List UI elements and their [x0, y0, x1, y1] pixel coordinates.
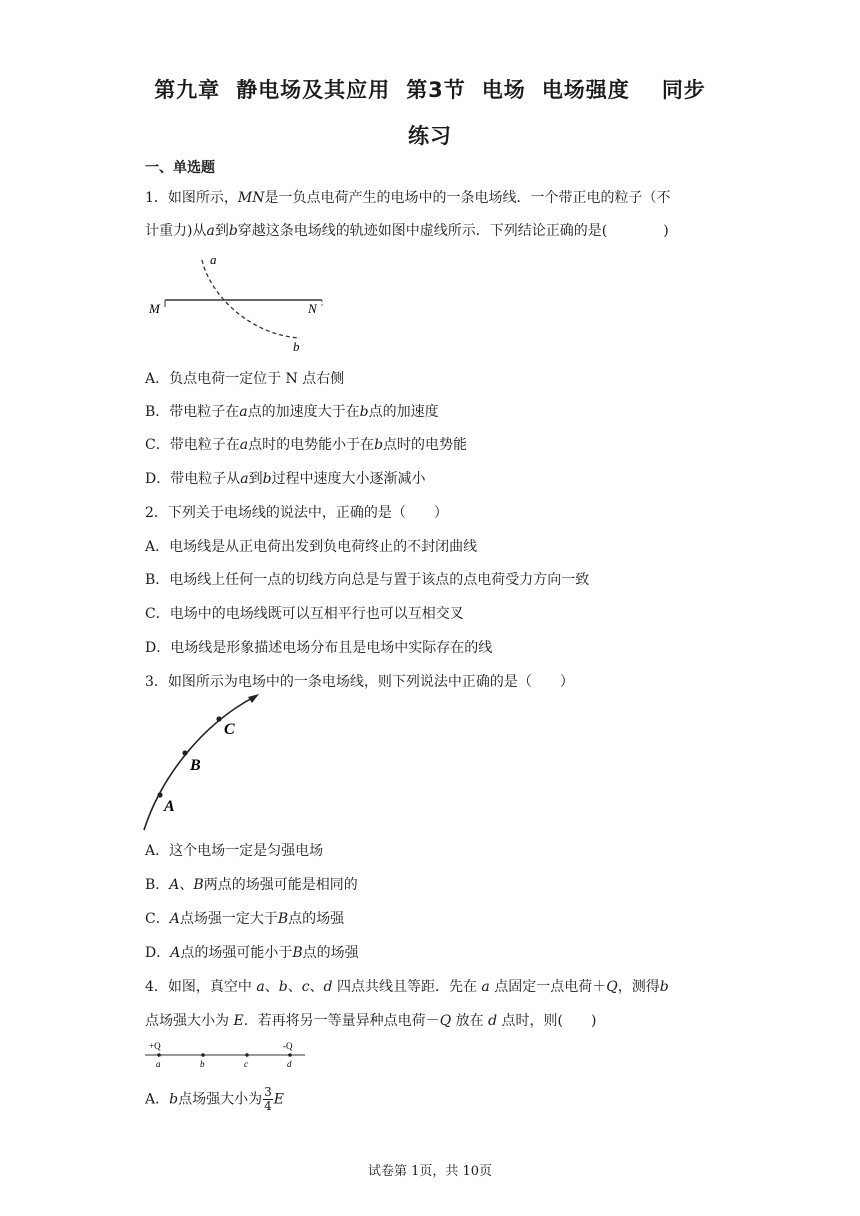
charge-a-label: +Q [149, 1041, 161, 1051]
q1-figure [140, 250, 340, 360]
q2-stem: 2．下列关于电场线的说法中，正确的是（ ） [145, 505, 448, 521]
point-c [245, 1053, 249, 1057]
point-A [157, 792, 162, 797]
page-footer: 试卷第 1页，共 10页 [367, 1164, 493, 1179]
page-title [0, 74, 860, 104]
q4-figure [140, 1038, 315, 1074]
label-A: A [164, 798, 175, 815]
q3-stem: 3．如图所示为电场中的一条电场线，则下列说法中正确的是（ ） [145, 674, 574, 690]
particle-trajectory [202, 260, 300, 338]
q2-option-d: D．电场线是形象描述电场分布且是电场中实际存在的线 [145, 640, 493, 656]
title-section: 第3节 [406, 78, 466, 102]
q3-option-c: C．A点场强一定大于B点的场强 [145, 911, 345, 927]
q4-option-a: A．b点场强大小为 $\frac{3}{4}$ E [145, 1085, 284, 1113]
title-chapter-name: 静电场及其应用 [236, 78, 391, 102]
label-C: C [224, 721, 235, 738]
title-topic-1: 电场 [481, 78, 526, 102]
q2-option-a: A．电场线是从正电荷出发到负电荷终止的不封闭曲线 [145, 539, 478, 555]
field-arrowhead [248, 694, 259, 703]
q3-option-b: B．A、B两点的场强可能是相同的 [145, 877, 358, 893]
title-chapter: 第九章 [154, 78, 221, 102]
title-topic-2: 电场强度 [541, 78, 630, 102]
title-tail: 同步 [661, 78, 706, 102]
point-C [216, 716, 221, 721]
q1-option-b: B．带电粒子在a点的加速度大于在b点的加速度 [145, 404, 439, 420]
fraction-three-quarters: $\frac{3}{4}$ [264, 1085, 272, 1113]
q4-stem-line2: 点场强大小为 E．若再将另一等量异种点电荷－Q 放在 d 点时，则( ) [145, 1013, 597, 1029]
q3-option-d: D．A点的场强可能小于B点的场强 [145, 945, 359, 961]
label-c: c [244, 1059, 248, 1069]
charge-d-label: -Q [283, 1041, 293, 1051]
point-a [157, 1053, 161, 1057]
q1-stem-line1: 1．如图所示，MN是一负点电荷产生的电场中的一条电场线．一个带正电的粒子（不 [145, 190, 671, 206]
label-N: N [308, 301, 317, 316]
q1-option-a: A．负点电荷一定位于 N 点右侧 [145, 371, 345, 387]
q1-stem-line2: 计重力)从a到b穿越这条电场线的轨迹如图中虚线所示．下列结论正确的是( ) [145, 223, 669, 239]
label-M: M [149, 301, 160, 316]
label-b: b [200, 1059, 205, 1069]
q4-stem-line1: 4．如图，真空中 a、b、c、d 四点共线且等距．先在 a 点固定一点电荷＋Q，测得b [145, 979, 669, 995]
label-b: b [293, 339, 300, 354]
label-a: a [156, 1059, 161, 1069]
point-B [182, 750, 187, 755]
point-d [288, 1053, 292, 1057]
label-B: B [190, 757, 201, 774]
label-d: d [287, 1059, 292, 1069]
q2-option-c: C．电场中的电场线既可以互相平行也可以互相交叉 [145, 606, 464, 622]
q3-option-a: A．这个电场一定是匀强电场 [145, 843, 324, 859]
q1-option-d: D．带电粒子从a到b过程中速度大小逐渐减小 [145, 471, 426, 487]
q2-option-b: B．电场线上任何一点的切线方向总是与置于该点的点电荷受力方向一致 [145, 572, 590, 588]
label-a: a [210, 252, 217, 267]
page-title-line2: 练习 [408, 124, 452, 148]
q1-option-c: C．带电粒子在a点时的电势能小于在b点时的电势能 [145, 437, 468, 453]
point-b [201, 1053, 205, 1057]
q3-figure [140, 690, 280, 835]
section-heading: 一、单选题 [145, 160, 215, 176]
